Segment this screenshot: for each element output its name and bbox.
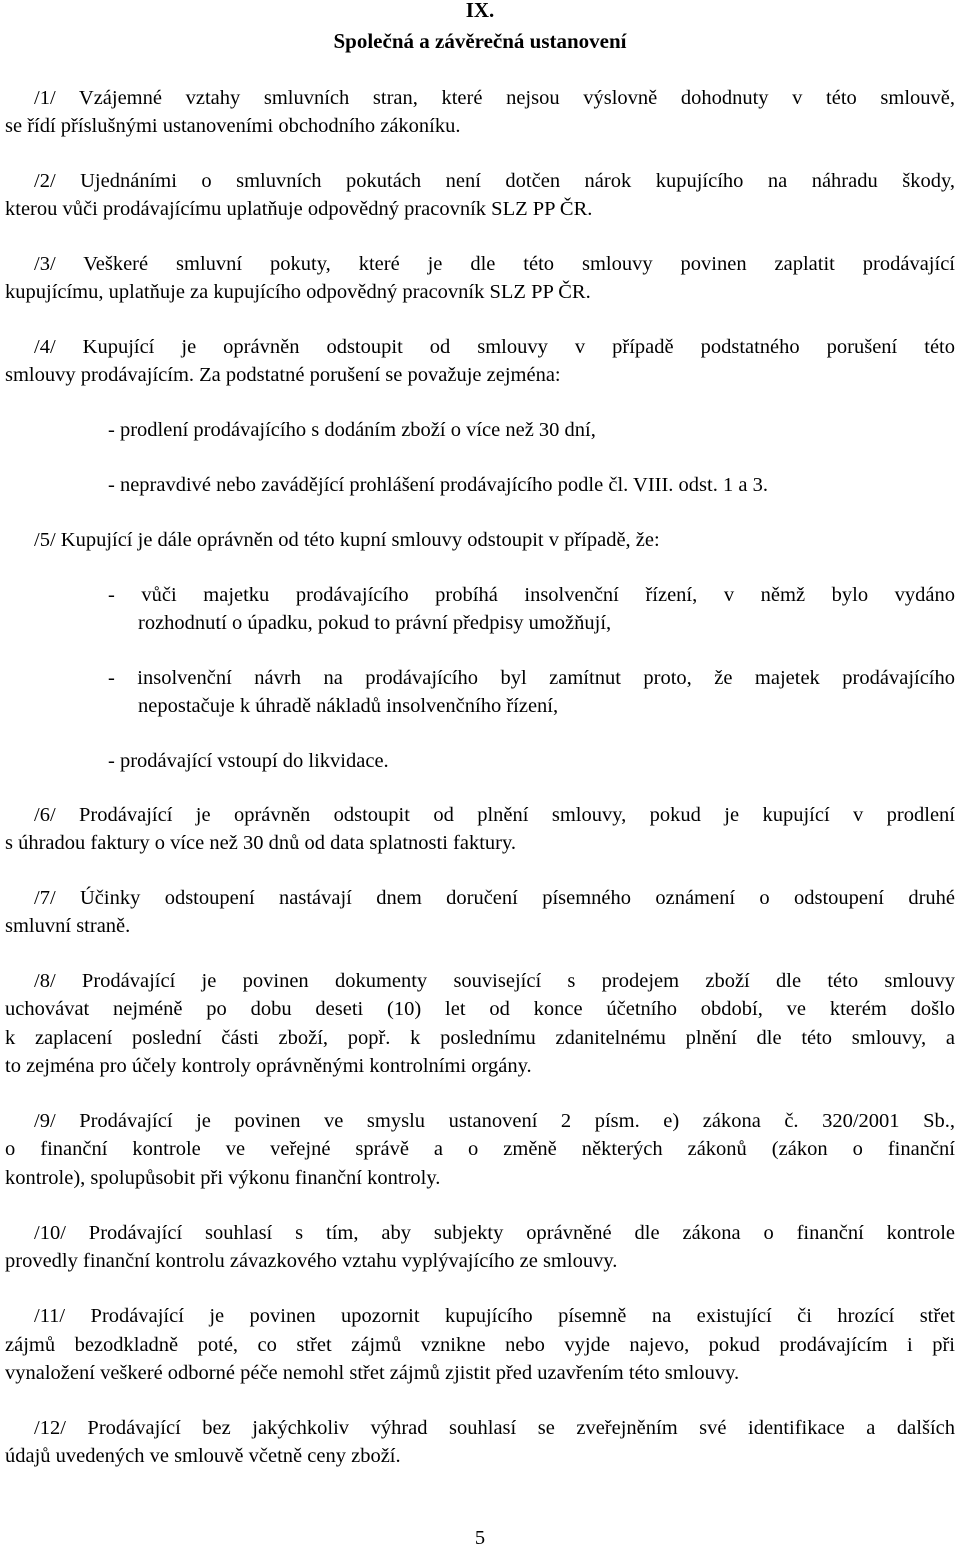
- list-item: - prodlení prodávajícího s dodáním zboží o více než 30 dní,: [108, 419, 596, 441]
- text-line: kupujícímu, uplatňuje za kupujícího odpovědný pracovník SLZ PP ČR.: [5, 281, 591, 303]
- text-line: /12/ Prodávající bez jakýchkoliv výhrad souhlasí se zveřejněním své identifikace a dalších: [34, 1417, 955, 1439]
- text-line: /10/ Prodávající souhlasí s tím, aby subjekty oprávněné dle zákona o finanční kontrole: [34, 1222, 955, 1244]
- text-line: kontrole), spolupůsobit při výkonu finanční kontroly.: [5, 1167, 441, 1189]
- text-line: /2/ Ujednáními o smluvních pokutách není dotčen nárok kupujícího na náhradu škody,: [34, 170, 955, 192]
- text-line: s úhradou faktury o více než 30 dnů od data splatnosti faktury.: [5, 832, 517, 854]
- text-line: /4/ Kupující je oprávněn odstoupit od smlouvy v případě podstatného porušení této: [34, 336, 955, 358]
- text-line: kterou vůči prodávajícímu uplatňuje odpovědný pracovník SLZ PP ČR.: [5, 198, 593, 220]
- text-line: smlouvy prodávajícím. Za podstatné porušení se považuje zejména:: [5, 364, 561, 386]
- list-item: - vůči majetku prodávajícího probíhá insolvenční řízení, v němž bylo vydáno: [108, 584, 955, 606]
- text-line: provedly finanční kontrolu závazkového vztahu vyplývajícího ze smlouvy.: [5, 1250, 618, 1272]
- text-line: uchovávat nejméně po dobu deseti (10) let od konce účetního období, ve kterém došlo: [5, 998, 955, 1020]
- chapter-title: Společná a závěrečná ustanovení: [333, 29, 627, 53]
- text-line: o finanční kontrole ve veřejné správě a o změně některých zákonů (zákon o finanční: [5, 1138, 955, 1160]
- text-line: vynaložení veškeré odborné péče nemohl střet zájmů zjistit před uzavřením této smlouvy.: [5, 1362, 740, 1384]
- text-line: /11/ Prodávající je povinen upozornit kupujícího písemně na existující či hrozící střet: [34, 1305, 955, 1327]
- page-number: 5: [474, 1527, 486, 1549]
- chapter-number: IX.: [465, 0, 495, 22]
- list-item: - nepravdivé nebo zavádějící prohlášení prodávajícího podle čl. VIII. odst. 1 a 3.: [108, 474, 768, 496]
- text-line: /1/ Vzájemné vztahy smluvních stran, které nejsou výslovně dohodnuty v této smlouvě,: [34, 87, 955, 109]
- list-item: - insolvenční návrh na prodávajícího byl zamítnut proto, že majetek prodávajícího: [108, 667, 955, 689]
- text-line: /5/ Kupující je dále oprávněn od této kupní smlouvy odstoupit v případě, že:: [34, 529, 660, 551]
- text-line: údajů uvedených ve smlouvě včetně ceny zboží.: [5, 1445, 401, 1467]
- text-line: se řídí příslušnými ustanoveními obchodního zákoníku.: [5, 115, 461, 137]
- text-line: nepostačuje k úhradě nákladů insolvenčního řízení,: [138, 695, 559, 717]
- list-item: - prodávající vstoupí do likvidace.: [108, 750, 389, 772]
- text-line: smluvní straně.: [5, 915, 131, 937]
- text-line: /3/ Veškeré smluvní pokuty, které je dle této smlouvy povinen zaplatit prodávající: [34, 253, 955, 275]
- text-line: to zejména pro účely kontroly oprávněnými kontrolními orgány.: [5, 1055, 532, 1077]
- text-line: /9/ Prodávající je povinen ve smyslu ustanovení 2 písm. e) zákona č. 320/2001 Sb.,: [34, 1110, 955, 1132]
- text-line: rozhodnutí o úpadku, pokud to právní předpisy umožňují,: [138, 612, 612, 634]
- text-line: zájmů bezodkladně poté, co střet zájmů vznikne nebo vyjde najevo, pokud prodávajícím i při: [5, 1334, 955, 1356]
- text-line: /6/ Prodávající je oprávněn odstoupit od plnění smlouvy, pokud je kupující v prodlení: [34, 804, 955, 826]
- text-line: /7/ Účinky odstoupení nastávají dnem doručení písemného oznámení o odstoupení druhé: [34, 887, 955, 909]
- text-line: k zaplacení poslední části zboží, popř. k poslednímu zdanitelnému plnění dle této smlouvy, a: [5, 1027, 955, 1049]
- text-line: /8/ Prodávající je povinen dokumenty související s prodejem zboží dle této smlouvy: [34, 970, 955, 992]
